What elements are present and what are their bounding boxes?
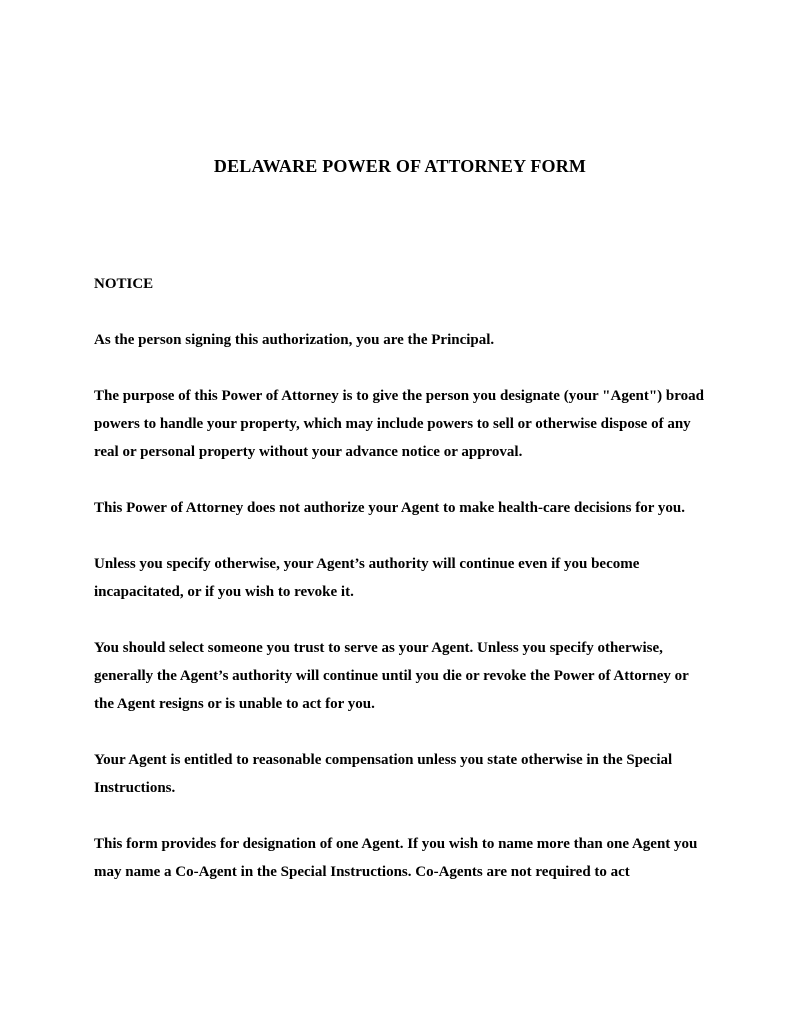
paragraph-agent-selection: You should select someone you trust to serve as your Agent. Unless you specify otherwise, generally the Agent’s authority will continue until you die or revoke the Power of Attorney or the Agent resigns or is unable to act for you.	[94, 640, 689, 712]
paragraph-principal-definition: As the person signing this authorization, you are the Principal.	[94, 332, 495, 348]
paragraph-authority-continuation: Unless you specify otherwise, your Agent’s authority will continue even if you become incapacitated, or if you wish to revoke it.	[94, 556, 640, 600]
paragraph-co-agent-designation: This form provides for designation of one Agent. If you wish to name more than one Agent you may name a Co-Agent in the Special Instructions. Co-Agents are not required to act	[94, 836, 698, 880]
document-title: DELAWARE POWER OF ATTORNEY FORM	[213, 156, 587, 176]
paragraph-purpose: The purpose of this Power of Attorney is to give the person you designate (your "Agent") broad powers to handle your property, which may include powers to sell or otherwise dispose of any real or personal property without your advance notice or approval.	[94, 388, 704, 460]
paragraph-healthcare-exclusion: This Power of Attorney does not authorize your Agent to make health-care decisions for you.	[94, 500, 685, 516]
paragraph-compensation: Your Agent is entitled to reasonable compensation unless you state otherwise in the Special Instructions.	[94, 752, 673, 796]
notice-heading: NOTICE	[94, 276, 154, 292]
